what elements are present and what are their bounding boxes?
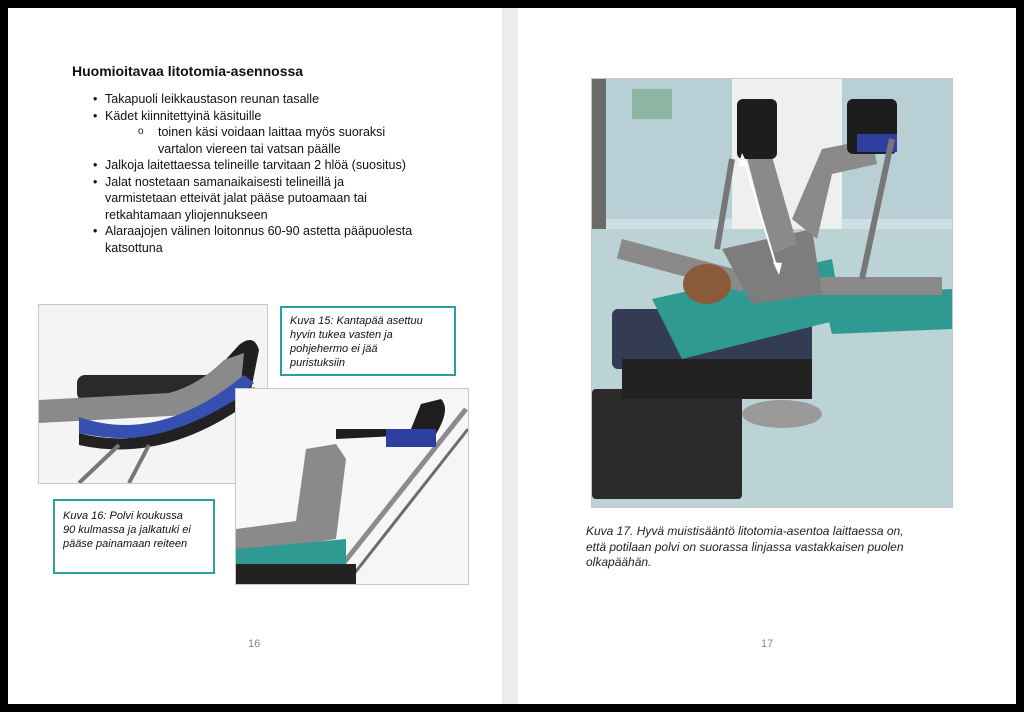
- list-item: • Jalkoja laitettaessa telineille tarvitaan 2 hlöä (suositus): [72, 157, 462, 174]
- continuation-text: retkahtamaan yliojennukseen: [105, 207, 268, 222]
- caption-line: että potilaan polvi on suorassa linjassa vastakkaisen puolen: [586, 539, 904, 554]
- bullet-list: [72, 91, 462, 256]
- caption-line: hyvin tukea vasten ja: [290, 329, 393, 341]
- page-left: [8, 8, 502, 704]
- list-item: • Kädet kiinnitettyinä käsituille: [72, 108, 462, 125]
- page-gutter: [502, 8, 518, 704]
- figure-17-photo: [591, 78, 953, 508]
- page-right: [518, 8, 1016, 704]
- caption-line: puristuksiin: [290, 357, 346, 369]
- list-item-continuation: [72, 207, 462, 224]
- list-item-continuation: [72, 141, 462, 158]
- continuation-text: varmistetaan etteivät jalat pääse putoamaan tai: [105, 191, 367, 205]
- caption-17: [586, 524, 966, 571]
- figure-15-photo: [38, 304, 268, 484]
- caption-16-box: [53, 499, 215, 574]
- section-heading: Huomioitavaa litotomia-asennossa: [72, 63, 304, 79]
- caption-line: Kuva 15: Kantapää asettuu: [290, 315, 423, 327]
- list-item-continuation: [72, 190, 462, 207]
- page-number: 17: [761, 638, 774, 650]
- list-item: o toinen käsi voidaan laittaa myös suoraksi: [72, 124, 462, 141]
- list-item: • Takapuoli leikkaustason reunan tasalle: [72, 91, 462, 108]
- page-number: 16: [248, 638, 261, 650]
- list-item: • Alaraajojen välinen loitonnus 60-90 astetta pääpuolesta: [72, 223, 462, 240]
- caption-line: olkapäähän.: [586, 555, 652, 569]
- continuation-text: vartalon viereen tai vatsan päälle: [158, 141, 341, 156]
- figure-16-photo: [235, 388, 469, 585]
- continuation-text: katsottuna: [105, 240, 163, 255]
- caption-line: Kuva 16: Polvi koukussa: [63, 510, 183, 522]
- list-item-continuation: [72, 240, 462, 257]
- list-item: • Jalat nostetaan samanaikaisesti telineillä ja: [72, 174, 462, 191]
- caption-line: pääse painamaan reiteen: [63, 538, 188, 550]
- caption-line: pohjehermo ei jää: [290, 343, 378, 355]
- caption-line: 90 kulmassa ja jalkatuki ei: [63, 524, 191, 536]
- caption-line: Kuva 17. Hyvä muistisääntö litotomia-asentoa laittaessa on,: [586, 524, 904, 538]
- caption-15-box: [280, 306, 456, 376]
